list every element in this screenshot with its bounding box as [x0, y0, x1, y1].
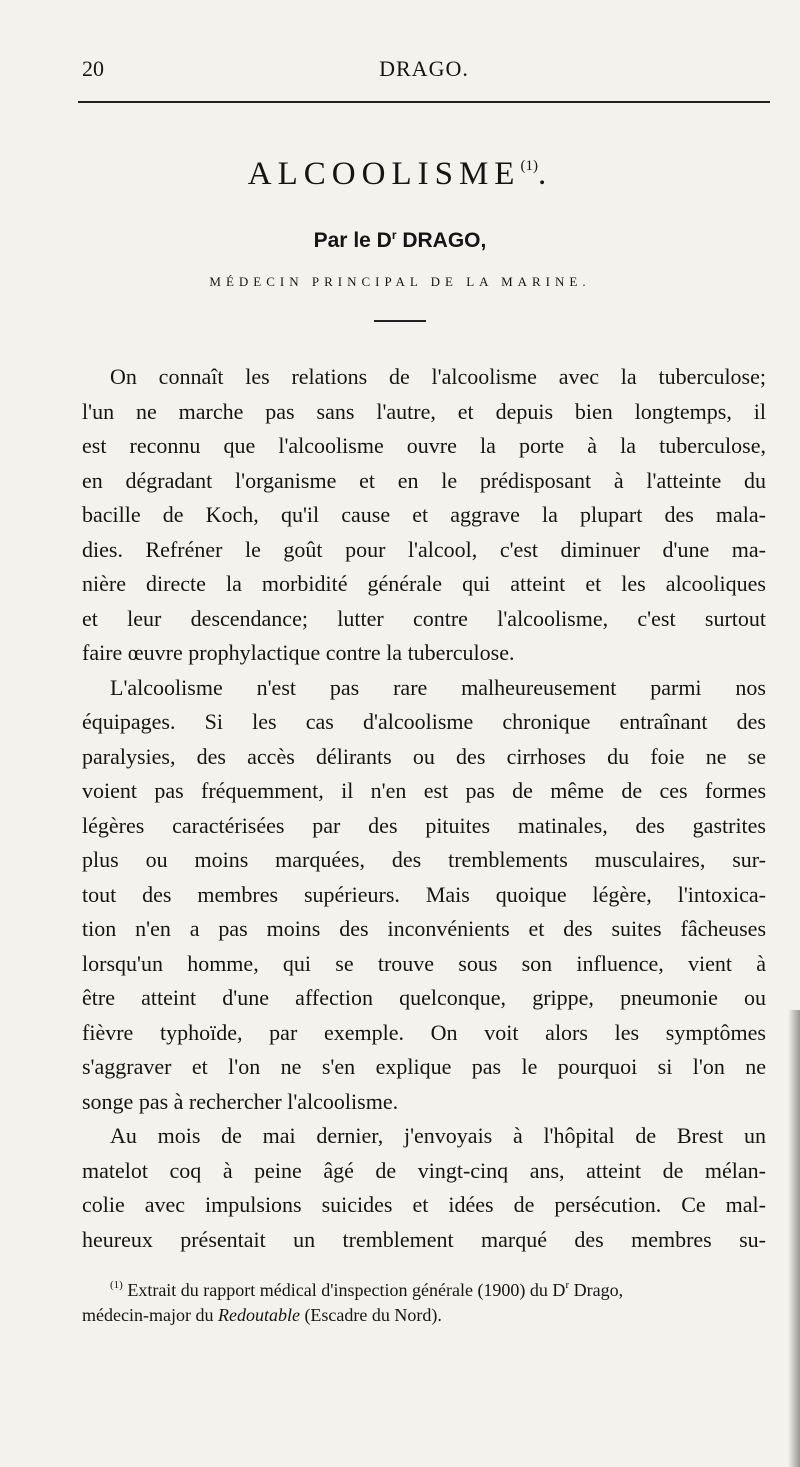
text-line: fièvre typhoïde, par exemple. On voit alors les symptômes: [82, 1019, 766, 1045]
text-line: Au mois de mai dernier, j'envoyais à l'hôpital de Brest un: [110, 1123, 766, 1148]
footnote-text: Drago,: [569, 1280, 624, 1300]
page-number: 20: [82, 56, 104, 81]
text-line: On connaît les relations de l'alcoolisme avec la tuberculose;: [110, 364, 766, 389]
text-line: paralysies, des accès délirants ou des cirrhoses du foie ne se: [82, 743, 766, 769]
running-head: DRAGO.: [379, 56, 469, 81]
text-line: dies. Refréner le goût pour l'alcool, c'est diminuer d'une ma-: [82, 536, 766, 562]
text-line: faire œuvre prophylactique contre la tuberculose.: [82, 640, 515, 665]
text-line: et leur descendance; lutter contre l'alcoolisme, c'est surtout: [82, 605, 766, 631]
text-line: voient pas fréquemment, il n'en est pas de même de ces formes: [82, 778, 766, 803]
text-line: tout des membres supérieurs. Mais quoique légère, l'intoxica-: [82, 881, 766, 907]
text-line: équipages. Si les cas d'alcoolisme chronique entraînant des: [82, 709, 766, 734]
footnote-text: Extrait du rapport médical d'inspection générale (1900) du D: [122, 1280, 566, 1300]
text-line: L'alcoolisme n'est pas rare malheureusement parmi nos: [110, 674, 766, 700]
author-subtitle: MÉDECIN PRINCIPAL DE LA MARINE.: [209, 274, 591, 289]
scan-edge-shadow: [788, 1010, 800, 1467]
ship-name: Redoutable: [217, 1305, 300, 1325]
text-line: l'un ne marche pas sans l'autre, et depuis bien longtemps, il: [82, 398, 766, 424]
text-line: légères caractérisées par des pituites matinales, des gastrites: [82, 812, 766, 838]
text-line: être atteint d'une affection quelconque, grippe, pneumonie ou: [82, 985, 766, 1010]
text-line: est reconnu que l'alcoolisme ouvre la porte à la tuberculose,: [82, 433, 766, 458]
byline-superscript: r: [391, 228, 397, 242]
body-text: [82, 360, 766, 1257]
footnote-marker: (1): [110, 1279, 123, 1291]
footnote-superscript: r: [565, 1279, 570, 1291]
byline-prefix: Par le D: [313, 229, 392, 252]
section-rule: [374, 320, 426, 322]
header-rule: [78, 101, 770, 103]
text-line: bacille de Koch, qu'il cause et aggrave la plupart des mala-: [82, 502, 766, 527]
byline: [0, 228, 800, 253]
text-line: plus ou moins marquées, des tremblements musculaires, sur-: [82, 847, 766, 872]
text-line: tion n'en a pas moins des inconvénients et des suites fâcheuses: [82, 916, 766, 941]
footnote-text: médecin-major du: [82, 1305, 218, 1325]
byline-name: DRAGO,: [396, 229, 487, 252]
footnote-line: [82, 1300, 766, 1330]
text-line: heureux présentait un tremblement marqué des membres su-: [82, 1226, 766, 1252]
text-line: colie avec impulsions suicides et idées de persécution. Ce mal-: [82, 1192, 766, 1217]
page-header: [78, 52, 770, 86]
text-line: nière directe la morbidité générale qui atteint et les alcooliques: [82, 571, 766, 596]
text-line: matelot coq à peine âgé de vingt-cinq ans, atteint de mélan-: [82, 1157, 766, 1183]
title-footnote-marker: (1): [520, 158, 538, 174]
footnote: [82, 1270, 766, 1330]
article-title: ALCOOLISME$^{(1)}$.: [247, 156, 553, 192]
footnote-text: (Escadre du Nord).: [299, 1305, 442, 1325]
article-title-text: ALCOOLISME: [247, 156, 521, 192]
footnote-line: [82, 1270, 766, 1300]
text-line: songe pas à rechercher l'alcoolisme.: [82, 1088, 399, 1114]
text-line: lorsqu'un homme, qui se trouve sous son influence, vient à: [82, 950, 766, 976]
text-line: s'aggraver et l'on ne s'en explique pas le pourquoi si l'on ne: [82, 1054, 766, 1079]
text-line: en dégradant l'organisme et en le prédisposant à l'atteinte du: [82, 467, 766, 493]
